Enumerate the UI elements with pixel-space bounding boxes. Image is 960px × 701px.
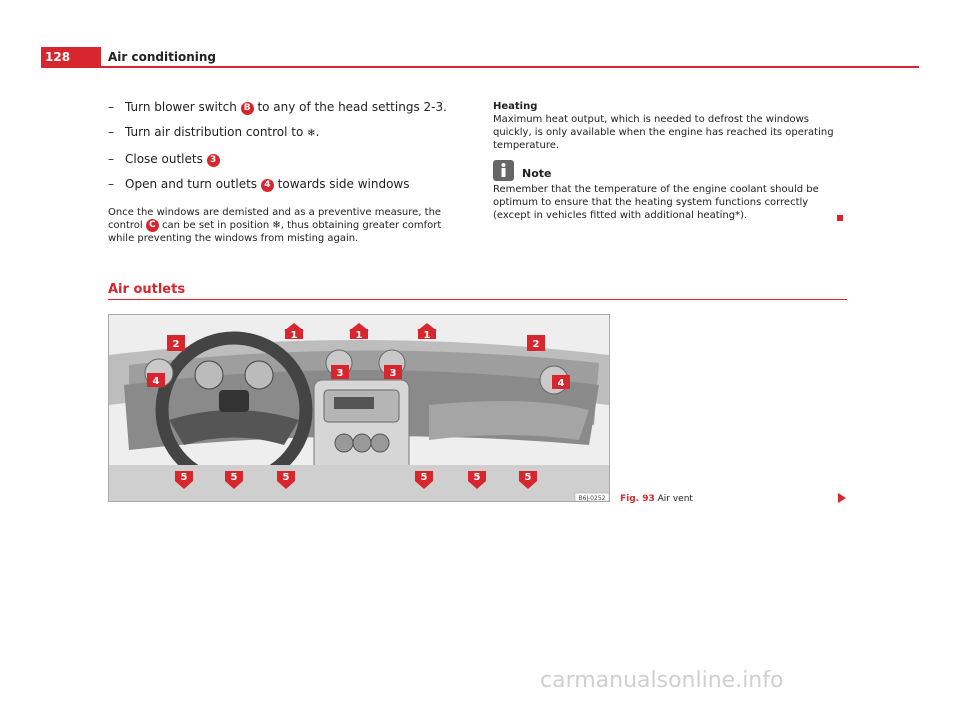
step-4	[108, 176, 463, 192]
outlet-label: 3	[389, 368, 397, 379]
outlet-label: 5	[524, 472, 532, 483]
figure-caption-text: Air vent	[657, 494, 693, 504]
defrost-icon: ❄	[272, 220, 281, 231]
outlet-label: 1	[355, 330, 363, 341]
note-text: Remember that the temperature of the engine coolant should be optimum to ensure that the heating system functions correctly (except in vehicles fitted with additional heating*).	[493, 184, 819, 221]
outlet-label: 2	[532, 339, 540, 350]
step-text: Turn blower switch	[125, 100, 241, 114]
left-column	[108, 99, 463, 245]
info-icon	[493, 160, 514, 181]
step-3	[108, 151, 463, 167]
badge-3: 3	[207, 154, 220, 167]
outlet-label: 5	[180, 472, 188, 483]
note-header	[493, 160, 845, 181]
heating-text: Maximum heat output, which is needed to defrost the windows quickly, is only available when the engine has reached its operating temperature.	[493, 114, 834, 151]
outlet-label: 2	[172, 339, 180, 350]
outlet-label: 4	[557, 378, 565, 389]
demist-paragraph	[108, 206, 463, 245]
end-of-section-mark	[837, 215, 843, 221]
header-rule	[101, 66, 919, 68]
step-text: .	[315, 125, 320, 139]
dash: –	[108, 100, 114, 114]
step-2	[108, 124, 463, 142]
step-text: towards side windows	[273, 177, 410, 191]
dash: –	[108, 152, 114, 166]
outlet-label: 5	[420, 472, 428, 483]
dashboard-illustration	[108, 314, 610, 502]
note-label: Note	[522, 167, 552, 180]
outlet-label: 4	[152, 376, 160, 387]
figure-number: Fig. 93	[620, 494, 655, 504]
section-rule	[108, 299, 847, 300]
outlet-label: 5	[230, 472, 238, 483]
heating-title: Heating	[493, 101, 538, 112]
right-column	[493, 100, 845, 222]
step-text: Close outlets	[125, 152, 207, 166]
outlet-label: 5	[282, 472, 290, 483]
outlet-label: 5	[473, 472, 481, 483]
section-title: Air outlets	[108, 282, 186, 297]
outlet-label: 1	[290, 330, 298, 341]
badge-b: B	[241, 102, 254, 115]
next-page-arrow-icon	[838, 493, 846, 503]
page-number: 128	[41, 47, 101, 68]
outlet-label: 1	[423, 330, 431, 341]
outlet-label: 3	[336, 368, 344, 379]
badge-4: 4	[261, 179, 274, 192]
step-text: Turn air distribution control to	[125, 125, 308, 139]
figure-code: B6J-0252	[578, 495, 606, 501]
dash: –	[108, 125, 114, 139]
running-title: Air conditioning	[108, 50, 216, 64]
defrost-icon: ❄	[307, 128, 316, 139]
para-text: , thus obtaining greater comfort while preventing the windows from misting again.	[108, 220, 442, 244]
step-text: to any of the head settings 2-3.	[253, 100, 447, 114]
figure-caption	[620, 494, 693, 504]
step-text: Open and turn outlets	[125, 177, 261, 191]
step-1	[108, 99, 463, 115]
dash: –	[108, 177, 114, 191]
para-text: can be set in position	[158, 220, 273, 231]
dashboard-svg	[109, 315, 609, 501]
para-text: Once the windows are demisted and as a preventive measure, the control	[108, 207, 442, 231]
watermark: carmanualsonline.info	[540, 668, 784, 693]
badge-c: C	[146, 219, 159, 232]
